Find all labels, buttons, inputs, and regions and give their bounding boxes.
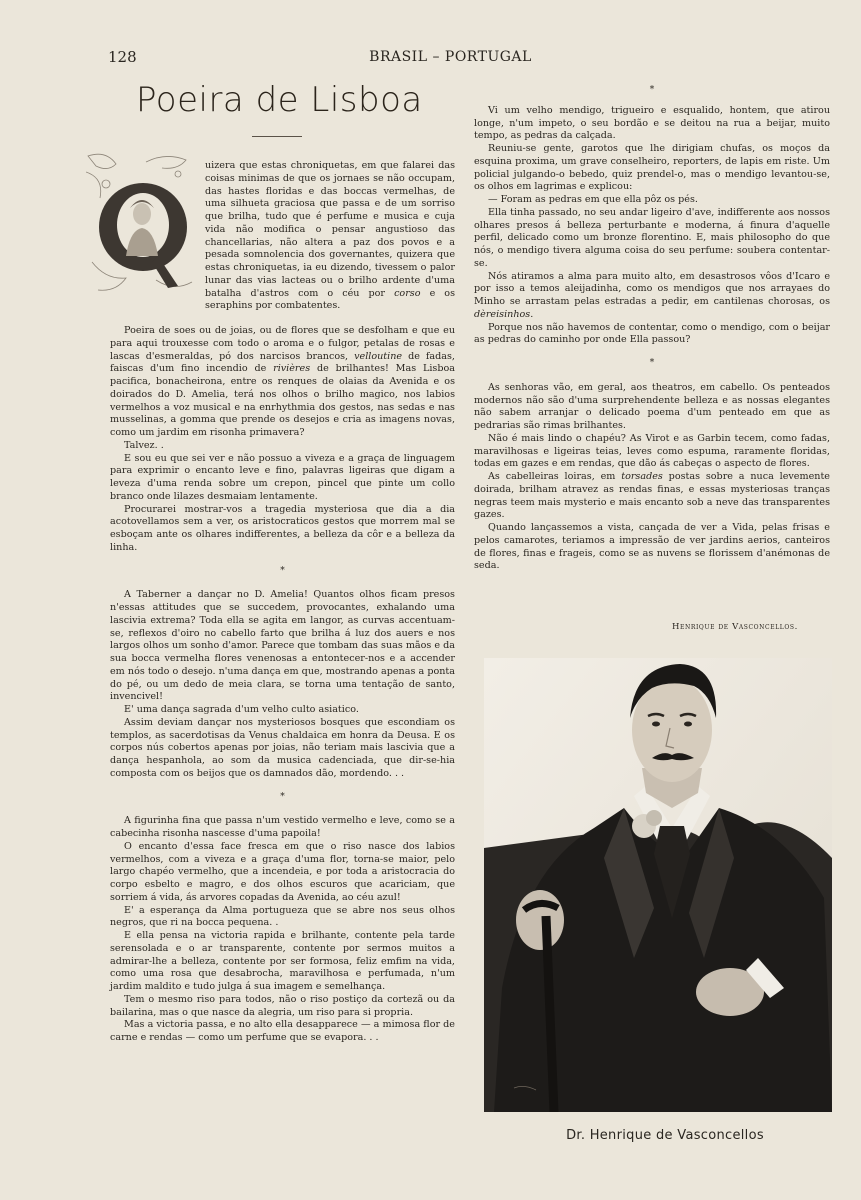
page-number: 128: [108, 48, 137, 66]
paragraph-ella-pensa: E ella pensa na victoria rapida e brilhante, contente pela tarde serensolada e o ar transparente, contente por sermos muitos a admirar-lhe a belleza, contente por ser formosa, feliz emfim na vida, como uma rosa que desabrocha, maravilhosa e perfumada, n'um jardim maldito e tudo julga á sua imagem e semelhança.: [110, 930, 455, 992]
paragraph-reuniu: Reuniu-se gente, garotos que lhe dirigiam chufas, os moços da esquina proxima, um grave conselheiro, reporters, de lapis em riste. Um policial julgando-o bebedo, quiz prendel-o, mas o mendigo levantou-se, os olhos em lagrimas e explicou:: [474, 143, 830, 193]
paragraph-encanto: O encanto d'essa face fresca em que o riso nasce dos labios vermelhos, com a viveza e a graça d'uma flor, torna-se maior, pelo largo chapéo vermelho, que a incendeia, e por toda a aristocracia do corpo esbelto e magro, e dos olhos escuros que acariciam, que sorriem á vida, ás arvores copadas da Avenida, ao céu azul!: [110, 840, 455, 903]
paragraph-poeira: Poeira de soes ou de joias, ou de flores que se desfolham e que eu para aqui trouxesse com todo o aroma e o fulgor, petalas de rosas e lascas d'esmeraldas, pó dos narcisos brancos, velloutine de fadas, faiscas d'um fino incendio de rivières de brilhantes! Mas Lisboa pacifica, bonacheirona, entre os renques de olaias da Avenida e os doirados do D. Amelia, terá nos olhos o brilho magico, nos labios vermelhos a voz musical e na enrhythmia dos gestos, nas sedas e nas musselinas, a gomma que prende os desejos e cria as imagens novas, como um jardim em risonha primavera?: [110, 325, 455, 438]
paragraph-quando: Quando lançassemos a vista, cançada de ver a Vida, pelas frisas e pelos camarotes, teriamos a impressão de ver jardins aerios, canteiros de flores, finas e frageis, como se as nuvens se florissem d'anémonas de seda.: [474, 522, 830, 572]
dropcap-illustration: [86, 152, 196, 298]
photo-caption: Dr. Henrique de Vasconcellos: [566, 1128, 764, 1143]
publication-header: BRASIL – PORTUGAL: [369, 49, 532, 65]
paragraph-talvez: Talvez. .: [124, 439, 164, 451]
portrait-photo: [484, 658, 832, 1112]
paragraph-mas: Mas a victoria passa, e no alto ella desapparece — a mimosa flor de carne e rendas — como um perfume que se evapora. . .: [110, 1019, 455, 1043]
section-star: *: [649, 85, 655, 95]
paragraph-cabelleiras: As cabelleiras loiras, em torsades postas sobre a nuca levemente doirada, brilham atravez as rendas finas, e essas mysteriosas tranças negras teem mais mysterio e mais encanto sob a neve das transparentes gazes.: [474, 471, 830, 521]
right-column: [474, 85, 830, 573]
paragraph-nos-atiramos: Nós atiramos a alma para muito alto, em desastrosos vôos d'Icaro e por isso a temos aleijadinha, como os mendigos que nos arrayaes do Minho se arrastam pelas estradas a pedir, em cantilenas chorosas, os dèreisinhos.: [474, 270, 830, 320]
paragraph-tem: Tem o mesmo riso para todos, não o riso postiço da cortezã ou da bailarina, mas o que nasce da alegria, um riso para si propria.: [110, 993, 455, 1018]
paragraph-procurarei: Procurarei mostrar-vos a tragedia mysteriosa que dia a dia acotovellamos sem a ver, os aristocraticos gestos que morrem mal se esboçam ante os olhares indifferentes, a belleza da côr e a belleza da linha.: [110, 503, 455, 553]
section-star: *: [280, 565, 285, 576]
paragraph-assim: Assim deviam dançar nos mysteriosos bosques que escondiam os templos, as sacerdotisas da Venus chaldaica em honra da Deusa. E os corpos nús cobertos apenas por joias, não teriam mais lascivia que a dança hespanhola, ao som da musica cadenciada, que dir-se-hia composta com os beijos que os damnados dão, mordendo. . .: [110, 716, 455, 779]
paragraph-taberner: A Taberner a dançar no D. Amelia! Quantos olhos ficam presos n'essas attitudes que se succedem, provocantes, exhalando uma lascivia extrema? Toda ella se agita em langor, as curvas accentuam-se, reflexos d'oiro no cabello farto que brilha á luz dos auers e nos largos olhos um sonho d'amor. Parece que tombam das suas mãos e da sua bocca vermelha flores venenosas a entontecer-nos e a accender em nós todo o desejo. n'uma dança em que, mostrando apenas a ponta do pé, ou um dedo de meia clara, se torna uma tentação de santo, invencivel!: [110, 589, 455, 703]
paragraph-esperanca: E' a esperança da Alma portugueza que se abre nos seus olhos negros, que ri na bocca pequena. .: [110, 904, 455, 929]
title-rule: [252, 136, 302, 137]
intro-paragraph: uizera que estas chroniquetas, em que falarei das coisas minimas de que os jornaes se não occupam, das hastes floridas e das boccas vermelhas, de uma silhueta graciosa que passa e de um sorriso que brilha, tudo que é perfume e musica e cuja vida não modifica o pensar angustioso das chancellarias, não altera a paz dos povos e a pesada somnolencia dos governantes, quizera que estas chroniquetas, ia eu dizendo, tivessem o palor lunar das vias lacteas ou o brilho ardente d'uma batalha d'astros com o céu por corso e os seraphins por combatentes.: [205, 160, 455, 312]
paragraph-chapeu: Não é mais lindo o chapéu? As Virot e as Garbin tecem, como fadas, maravilhosas e ligeiras teias, leves como espuma, raramente floridas, todas em gazes e em rendas, que dão ás cabeças o aspecto de flores.: [474, 432, 830, 470]
paragraph-porque: Porque nos não havemos de contentar, como o mendigo, com o beijar as pedras do caminho por onde Ella passou?: [474, 321, 830, 346]
paragraph-foram: — Foram as pedras em que ella pôz os pés.: [488, 194, 698, 205]
dropcap-letter: [196, 152, 197, 153]
paragraph-ella-tinha: Ella tinha passado, no seu andar ligeiro d'ave, indifferente aos nossos olhares presos á belleza perturbante e moderna, á finura d'aquelle perfil, delicado como um bronze florentino. E, mais philosopho do que nós, o mendigo tivera alguma coisa do seu perfume: soubera contentar-se.: [474, 206, 830, 269]
paragraph-eu-sou: E sou eu que sei ver e não possuo a viveza e a graça de linguagem para exprimir o encanto leve e fino, palavras ligeiras que digam a leveza d'uma renda sobre um crepon, pincel que pinte um collo branco onde lilazes desmaiam lentamente.: [110, 452, 455, 502]
author-signature: Henrique de Vasconcellos.: [672, 622, 798, 632]
left-column: [110, 325, 455, 1045]
paragraph-mendigo: Vi um velho mendigo, trigueiro e esqualido, hontem, que atirou longe, n'um impeto, o seu bordão e se deitou na rua a beijar, muito tempo, as pedras da calçada.: [474, 104, 830, 142]
paragraph-senhoras: As senhoras vão, em geral, aos theatros, em cabello. Os penteados modernos não são d'uma surprehendente belleza e as nossas elegantes não sabem arranjar o delicado poema d'um penteado em que as pedrarias são rimas brilhantes.: [474, 381, 830, 431]
paragraph-danca: E' uma dança sagrada d'um velho culto asiatico.: [124, 704, 359, 715]
section-star: *: [649, 358, 655, 368]
paragraph-figurinha: A figurinha fina que passa n'um vestido vermelho e leve, como se a cabecinha risonha nascesse d'uma papoila!: [110, 815, 455, 839]
section-star: *: [280, 791, 285, 802]
article-title: Poeira de Lisboa: [136, 80, 423, 120]
